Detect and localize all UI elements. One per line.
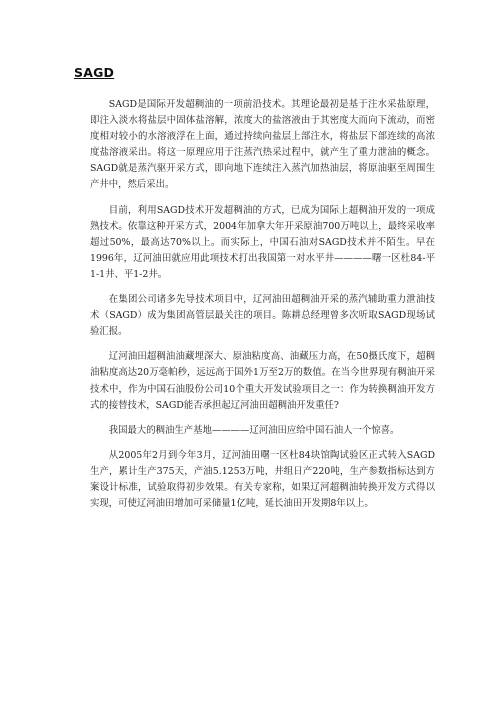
paragraph-5: 我国最大的稠油生产基地————辽河油田应给中国石油人一个惊喜。 [108, 424, 400, 436]
document-title: SAGD [74, 65, 115, 80]
document-body [90, 97, 435, 521]
paragraph-2: 目前，利用SAGD技术开发超稠油的方式，已成为国际上超稠油开发的一项成熟技术。依靠这种开采方式，2004年加拿大年开采原油700万吨以上，最终采收率超过50%，最高达70%以上。而实际上，中国石油对SAGD技术并不陌生。早在1996年，辽河油田就应用此项技术打出我国第一对水平井————曙一区杜84-平1-1井、平1-2井。 [90, 204, 435, 280]
paragraph-3: 在集团公司诸多先导技术项目中，辽河油田超稠油开采的蒸汽辅助重力泄油技术（SAGD）成为集团高管层最关注的项目。陈耕总经理曾多次听取SAGD现场试验汇报。 [90, 294, 435, 338]
paragraph-1: SAGD是国际开发超稠油的一项前沿技术。其理论最初是基于注水采盐原理，即注入淡水将盐层中固体盐溶解，浓度大的盐溶液由于其密度大而向下流动，而密度相对较小的水溶液浮在上面，通过持续向盐层上部注水，将盐层下部连续的高浓度盐溶液采出。将这一原理应用于注蒸汽热采过程中，就产生了重力泄油的概念。SAGD就是蒸汽驱开采方式，即向地下连续注入蒸汽加热油层，将原油驱至周围生产井中，然后采出。 [90, 99, 435, 191]
paragraph-4: 辽河油田超稠油油藏埋深大、原油粘度高、油藏压力高，在50摄氏度下，超稠油粘度高达20万毫帕秒，远远高于国外1万至2万的数值。在当今世界现有稠油开采技术中，作为中国石油股份公司10个重大开发试验项目之一：作为转换稠油开发方式的接替技术，SAGD能否承担起辽河油田超稠油开发重任? [90, 351, 435, 411]
paragraph-6: 从2005年2月到今年3月，辽河油田曙一区杜84块馆陶试验区正式转入SAGD生产，累计生产375天，产油5.1253万吨，井组日产220吨，生产参数指标达到方案设计标准，试验取得初步效果。有关专家称，如果辽河超稠油转换开发方式得以实现，可使辽河油田增加可采储量1亿吨，延长油田开发期8年以上。 [90, 449, 435, 510]
